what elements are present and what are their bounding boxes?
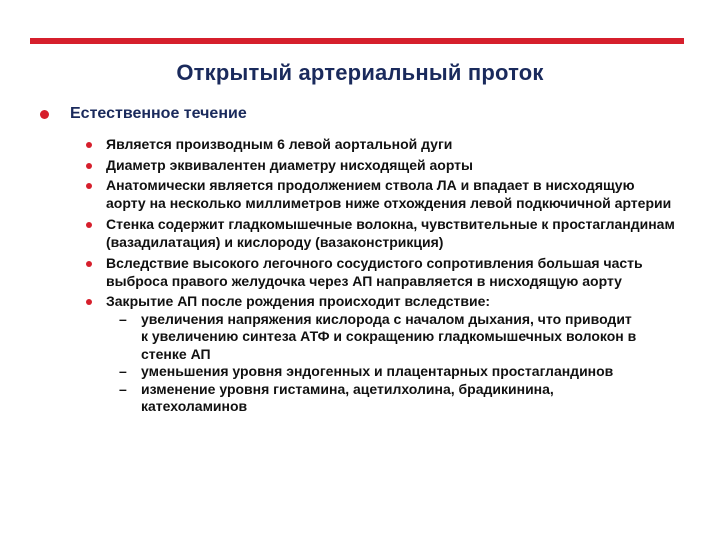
dash-marker: –	[119, 380, 127, 397]
sub-list	[106, 311, 676, 416]
dash-marker: –	[119, 310, 127, 327]
bullet-icon	[86, 142, 92, 148]
bullet-icon	[86, 183, 92, 189]
sub-list-item	[119, 381, 676, 416]
section-header	[40, 104, 680, 124]
list-item	[86, 293, 676, 416]
sub-list-item-text: изменение уровня гистамина, ацетилхолина, брадикинина, катехоламинов	[141, 380, 554, 414]
dash-marker: –	[119, 363, 127, 379]
list-item	[86, 255, 676, 290]
top-accent-rule	[30, 38, 684, 44]
list-item-text: Стенка содержит гладкомышечные волокна, чувствительные к простагландинам (вазадилатация) и кислороду (вазаконстрикция)	[106, 216, 675, 250]
list-item-text: Диаметр эквивалентен диаметру нисходящей аорты	[106, 156, 473, 173]
section	[40, 104, 680, 124]
sub-list-item-text: увеличения напряжения кислорода с началом дыхания, что приводит к увеличению синтеза АТФ и сокращению гладкомышечных волокон в стенке АП	[141, 310, 637, 362]
bullet-icon	[86, 299, 92, 305]
bullet-icon	[40, 110, 49, 119]
list-item-text: Анатомически является продолжением ствола ЛА и впадает в нисходящую аорту на несколько миллиметров ниже отхождения левой подкючичной артерии	[106, 177, 672, 211]
sub-list-item	[119, 311, 676, 364]
list-item	[86, 157, 676, 175]
bullet-icon	[86, 261, 92, 267]
sub-list-item	[119, 363, 676, 381]
slide-title: Открытый артериальный проток	[176, 60, 544, 85]
list-item	[86, 216, 676, 251]
list-item	[86, 136, 676, 154]
bullet-icon	[86, 222, 92, 228]
list-item-text: Является производным 6 левой аортальной дуги	[106, 136, 453, 152]
list-item-text: Вследствие высокого легочного сосудистого сопротивления большая часть выброса правого желудочка через АП направляется в нисходящую аорту	[106, 255, 643, 289]
list-item-text: Закрытие АП после рождения происходит вследствие:	[106, 293, 491, 309]
bullet-list	[86, 136, 676, 416]
bullet-icon	[86, 163, 92, 169]
sub-list-item-text: уменьшения уровня эндогенных и плацентарных простагландинов	[141, 363, 614, 379]
section-label: Естественное течение	[70, 105, 247, 122]
list-item	[86, 177, 676, 212]
